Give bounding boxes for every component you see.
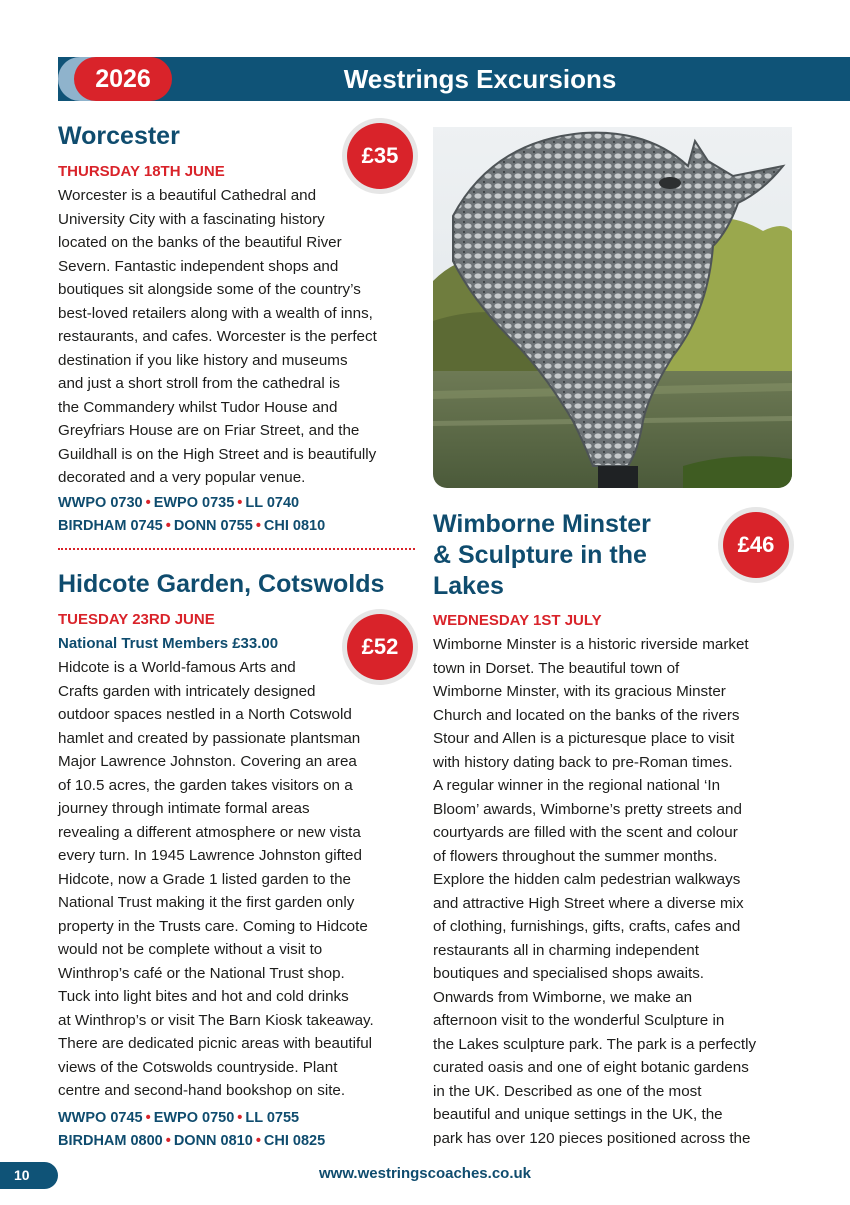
hidcote-pickups-line1 <box>58 1107 299 1131</box>
separator-dot: • <box>255 518 261 534</box>
hidcote-date: TUESDAY 23RD JUNE <box>58 611 215 628</box>
website-link[interactable]: www.westringscoaches.co.uk <box>318 1165 531 1182</box>
pickup-time: CHI 0825 <box>263 1133 326 1149</box>
page-number: 10 <box>0 1162 58 1189</box>
hidcote-price-badge: £52 <box>347 614 413 680</box>
section-divider <box>58 548 415 550</box>
worcester-description: Worcester is a beautiful Cathedral and University City with a fascinating history located on the banks of the beautiful River Severn. Fantastic independent shops and boutiques sit alongside some of the country’s best-loved retailers along with a wealth of inns, restaurants, and cafes. Worcester is the perfect destination if you like history and museums and just a short stroll from the cathedral is the Commandery whilst Tudor House and Greyfriars House are on Friar Street, and the Guildhall is on the High Street and is beautifully decorated and a very popular venue. <box>58 187 377 486</box>
pickup-time: EWPO 0735 <box>153 495 235 511</box>
year-badge: 2026 <box>74 57 172 101</box>
wimborne-description: Wimborne Minster is a historic riverside market town in Dorset. The beautiful town of Wimborne Minster, with its gracious Minster Church and located on the banks of the rivers Stour and Allen is a picturesque place to visit with history dating back to pre-Roman times. A regular winner in the regional national ‘In Bloom’ awards, Wimborne’s pretty streets and courtyards are filled with the scent and colour of flowers throughout the summer months. Explore the hidden calm pedestrian walkways and attractive High Street where a diverse mix of clothing, furnishings, gifts, crafts, cafes and restaurants all in charming independent boutiques and specialised shops awaits. Onwards from Wimborne, we make an afternoon visit to the wonderful Sculpture in the Lakes sculpture park. The park is a perfectly curated oasis and one of eight botanic gardens in the UK. Described as one of the most beautiful and unique settings in the UK, the park has over 120 pieces positioned across the <box>433 636 757 1147</box>
worcester-pickups-line2 <box>58 515 325 539</box>
pickup-time: BIRDHAM 0800 <box>58 1133 163 1149</box>
separator-dot: • <box>165 1133 171 1149</box>
pickup-time: EWPO 0750 <box>153 1110 235 1126</box>
worcester-title: Worcester <box>58 122 180 150</box>
pickup-time: CHI 0810 <box>263 518 326 534</box>
separator-dot: • <box>145 1110 151 1126</box>
separator-dot: • <box>255 1133 261 1149</box>
pickup-time: DONN 0810 <box>173 1133 253 1149</box>
hidcote-members-price: National Trust Members £33.00 <box>58 635 279 652</box>
pickup-time: LL 0755 <box>245 1110 300 1126</box>
separator-dot: • <box>165 518 171 534</box>
separator-dot: • <box>237 495 243 511</box>
pickup-time: DONN 0755 <box>173 518 253 534</box>
horse-sculpture-photo <box>433 121 792 488</box>
pickup-time: BIRDHAM 0745 <box>58 518 163 534</box>
worcester-pickups-line1 <box>58 492 299 516</box>
wimborne-title: Wimborne Minster & Sculpture in the Lakes <box>433 510 651 600</box>
wimborne-price-badge: £46 <box>723 512 789 578</box>
hidcote-title: Hidcote Garden, Cotswolds <box>58 570 385 598</box>
pickup-time: LL 0740 <box>245 495 300 511</box>
hidcote-pickups-line2 <box>58 1130 325 1154</box>
worcester-date: THURSDAY 18TH JUNE <box>58 163 225 180</box>
pickup-time: WWPO 0730 <box>58 495 143 511</box>
page-title: Westrings Excursions <box>343 64 617 94</box>
wimborne-date: WEDNESDAY 1ST JULY <box>433 612 602 629</box>
separator-dot: • <box>145 495 151 511</box>
hidcote-description: Hidcote is a World-famous Arts and Crafts garden with intricately designed outdoor spaces nestled in a North Cotswold hamlet and created by passionate plantsman Major Lawrence Johnston. Covering an area of 10.5 acres, the garden takes visitors on a journey through intimate formal areas revealing a different atmosphere or new vista every turn. In 1945 Lawrence Johnston gifted Hidcote, now a Grade 1 listed garden to the National Trust making it the first garden only property in the Trusts care. Coming to Hidcote would not be complete without a visit to Winthrop’s café or the National Trust shop. Tuck into light bites and hot and cold drinks at Winthrop’s or visit The Barn Kiosk takeaway. There are dedicated picnic areas with beautiful views of the Cotswolds countryside. Plant centre and second-hand bookshop on site. <box>58 659 374 1099</box>
separator-dot: • <box>237 1110 243 1126</box>
pickup-time: WWPO 0745 <box>58 1110 143 1126</box>
worcester-price-badge: £35 <box>347 123 413 189</box>
